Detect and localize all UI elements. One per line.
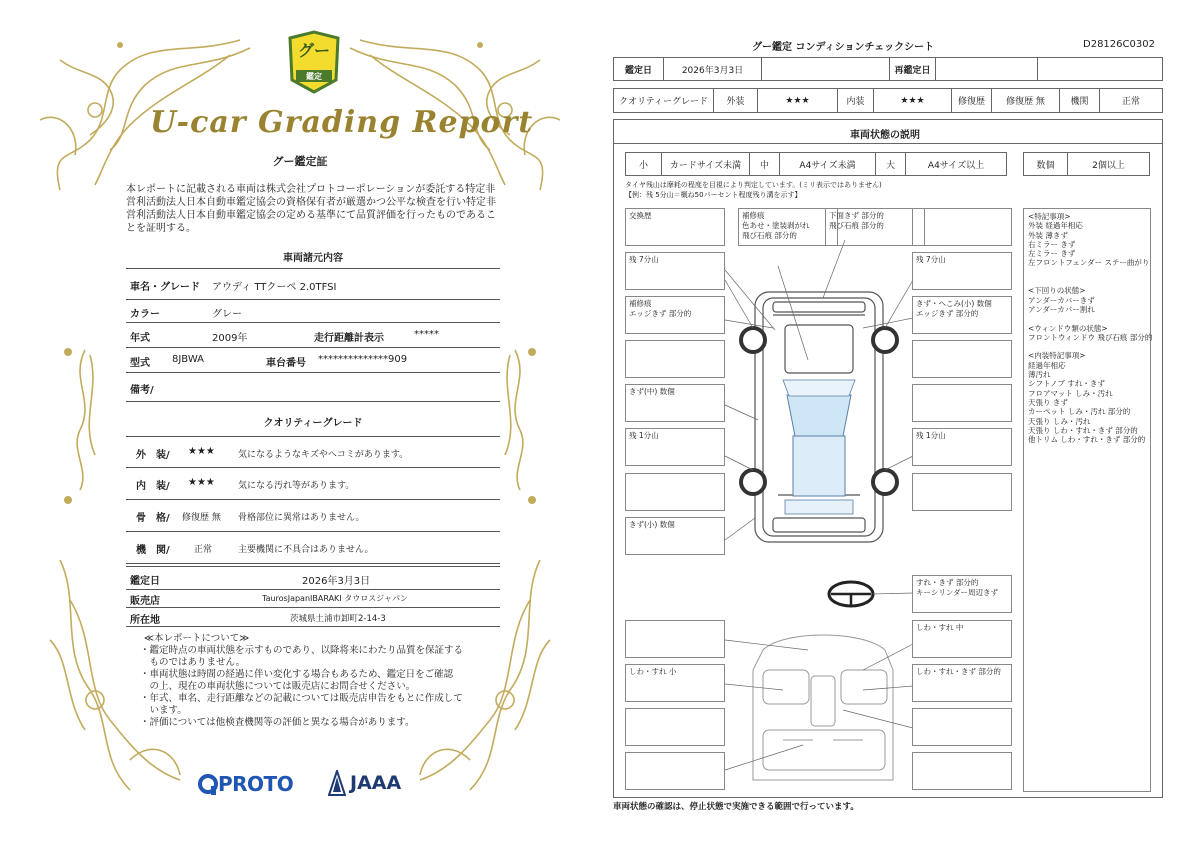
remarks-label: 備考/ — [130, 385, 154, 396]
remark-line: シフトノブ すれ・きず — [1028, 379, 1105, 389]
quality-grade-label: クオリティーグレード — [614, 89, 714, 112]
exterior-stars: ★★★ — [758, 89, 838, 112]
annotation-empty — [625, 473, 725, 511]
annotation-underbody: 下面きず 部分的 飛び石痕 部分的 — [825, 208, 925, 246]
annotation-tire-rear-right: 残 1分山 — [912, 428, 1012, 466]
repair-history-label: 修復歴 — [952, 89, 992, 112]
year-label: 年式 — [130, 333, 150, 344]
repair-history-value: 修復歴 無 — [992, 89, 1060, 112]
size-medium: 中 — [750, 153, 780, 175]
engine-label: 機 関/ — [136, 545, 170, 556]
annotation-empty — [912, 473, 1012, 511]
divider — [613, 143, 1163, 144]
chassis-value: **************909 — [318, 354, 408, 365]
note-line: います。 — [140, 705, 187, 716]
annotation-front-repair: 補修痕 色あせ・塗装剥がれ 飛び石痕 部分的 — [738, 208, 838, 246]
special-notes-panel — [1023, 208, 1151, 792]
empty-cell — [762, 58, 890, 80]
interior-label: 内装 — [838, 89, 874, 112]
exterior-stars: ★★★ — [188, 446, 215, 457]
remark-line: フロアマット しみ・汚れ — [1028, 388, 1113, 398]
color-label: カラー — [130, 309, 160, 320]
report-title: U-car Grading Report — [150, 105, 534, 140]
annotation-steering: すれ・きず 部分的 キーシリンダー周辺きず — [912, 575, 1012, 613]
tire-example: 【例：残 5分山＝概ね50パーセント程度残り溝を示す】 — [625, 191, 802, 199]
note-line: の上、現在の車両状態については販売店にお問合せください。 — [140, 681, 416, 692]
address-label: 所在地 — [130, 615, 160, 626]
engine-value: 正常 — [1121, 97, 1140, 107]
count-legend — [1023, 152, 1150, 176]
proto-logo: PROTO — [218, 772, 294, 796]
name-grade-label: 車名・グレード — [130, 282, 200, 293]
remark-line: 経過年相応 — [1028, 360, 1066, 370]
certification-statement: 本レポートに記載される車両は株式会社プロトコーポレーションが委託する特定非営利活動法人日本自動車鑑定協会の資格保有者が厳選かつ公平な検査を行い特定非営利活動法人日本自動車鑑定協会の定める基準にて品質評価を行ったものであることを証明する。 — [126, 184, 496, 234]
remark-line: カーペット しみ・汚れ 部分的 — [1028, 407, 1131, 417]
annotation-interior-left: しわ・すれ 小 — [625, 664, 725, 702]
goo-appraisal-badge — [286, 30, 342, 94]
annotation-replacement: 交換歴 — [625, 208, 725, 246]
size-large: 大 — [876, 153, 906, 175]
remark-line: <下回りの状態> — [1028, 286, 1086, 296]
annotation-empty — [912, 708, 1012, 746]
remarks-row — [126, 373, 500, 402]
annotation-tire-front-left: 残 7分山 — [625, 252, 725, 290]
remark-line — [1028, 277, 1146, 286]
tire-note: タイヤ残山は摩耗の程度を目視により判定しています。(ミリ表示ではありません) — [625, 181, 882, 189]
remark-line: 右ミラー きず — [1028, 239, 1076, 249]
address-row — [126, 608, 500, 627]
quality-grade-row — [613, 88, 1163, 113]
remark-line: フロントウィンドウ 飛び石痕 部分的 — [1028, 332, 1153, 342]
annotation-empty — [912, 384, 1012, 422]
model-value: 8JBWA — [172, 354, 204, 365]
remark-line: <特記事項> — [1028, 212, 1071, 221]
interior-label: 内 装/ — [136, 481, 170, 492]
proto-logo-icon — [198, 772, 218, 796]
annotation-interior-right: しわ・すれ・きず 部分的 — [912, 664, 1012, 702]
count-label: 数個 — [1024, 153, 1068, 175]
engine-label: 機関 — [1060, 89, 1100, 112]
annotation-empty — [912, 340, 1012, 378]
remark-line: <内装特記事項> — [1028, 351, 1086, 361]
exterior-label: 外 装/ — [136, 450, 170, 461]
engine-row — [126, 532, 500, 564]
color-value: グレー — [212, 309, 242, 320]
appraisal-date-label: 鑑定日 — [130, 576, 160, 587]
car-windows — [783, 380, 855, 514]
annotation-empty — [912, 208, 1012, 246]
date-row — [613, 57, 1163, 81]
notes-title: ≪本レポートについて≫ — [144, 633, 250, 644]
annotation-empty — [625, 340, 725, 378]
jaaa-logo: JAAA — [350, 772, 402, 794]
exterior-label: 外装 — [714, 89, 758, 112]
annotation-tire-front-right: 残 7分山 — [912, 252, 1012, 290]
appraisal-date-label: 鑑定日 — [614, 58, 664, 80]
damage-size-legend — [625, 152, 1007, 176]
document-id: D28126C0302 — [1083, 39, 1155, 50]
dealer-row — [126, 589, 500, 608]
address-value: 茨城県土浦市卸町2-14-3 — [290, 614, 386, 624]
annotation-tire-rear-left: 残 1分山 — [625, 428, 725, 466]
annotation-empty — [912, 752, 1012, 790]
remark-line: 天張り きず — [1028, 397, 1068, 407]
color-row — [126, 300, 500, 323]
interior-description: 気になる汚れ等があります。 — [238, 481, 355, 491]
frame-label: 骨 格/ — [136, 513, 170, 524]
size-small: 小 — [626, 153, 662, 175]
remark-line: 薄汚れ — [1028, 370, 1051, 380]
frame-row — [126, 500, 500, 532]
annotation-interior-front: しわ・すれ 中 — [912, 620, 1012, 658]
note-line: ・年式、車名、走行距離などの記載については販売店申告をもとに作成して — [140, 693, 463, 704]
exterior-row — [126, 437, 500, 468]
year-row — [126, 323, 500, 348]
size-small-desc: カードサイズ未満 — [662, 153, 750, 175]
exterior-description: 気になるようなキズやヘコミがあります。 — [238, 450, 409, 460]
interior-row — [126, 468, 500, 500]
size-large-desc: A4サイズ以上 — [927, 160, 985, 171]
note-line: ・評価については他検査機関等の評価と異なる場合があります。 — [140, 717, 415, 728]
interior-stars: ★★★ — [874, 89, 952, 112]
reinspection-date-label: 再鑑定日 — [890, 58, 936, 80]
report-subtitle: グー鑑定証 — [272, 155, 328, 168]
engine-value: 正常 — [194, 545, 213, 555]
remark-line: 他トリム しわ・すれ・きず 部分的 — [1028, 435, 1146, 445]
sheet-footer-note: 車両状態の確認は、停止状態で実施できる範囲で行っています。 — [613, 802, 859, 812]
size-medium-desc: A4サイズ未満 — [780, 153, 876, 175]
reinspection-date-value — [936, 58, 1038, 80]
jaaa-logo-icon — [328, 770, 346, 796]
appraisal-date-value: 2026年3月3日 — [664, 58, 762, 80]
engine-description: 主要機関に不具合はありません。 — [238, 545, 374, 555]
mileage-value: ***** — [414, 329, 439, 340]
annotation-right-front-damage: きず・へこみ(小) 数個 エッジきず 部分的 — [912, 296, 1012, 334]
sheet-title: グー鑑定 コンディションチェックシート — [752, 42, 935, 53]
dealer-value: TaurosJapanIBARAKI タウロスジャパン — [262, 594, 409, 603]
remark-line: 天張り しわ・すれ・きず 部分的 — [1028, 425, 1138, 435]
vehicle-spec-heading: 車両諸元内容 — [283, 253, 343, 264]
remark-line: <ウィンドウ類の状態> — [1028, 323, 1108, 333]
remark-line — [1028, 314, 1146, 323]
chassis-label: 車台番号 — [266, 358, 306, 369]
car-interior-view — [753, 635, 893, 780]
remark-line: アンダーカバー割れ — [1028, 304, 1095, 314]
remark-line: 外装 薄きず — [1028, 230, 1068, 240]
remark-line — [1028, 268, 1146, 277]
dealer-label: 販売店 — [130, 596, 160, 607]
annotation-left-front-repair: 補修痕 エッジきず 部分的 — [625, 296, 725, 334]
name-grade-value: アウディ TTクーペ 2.0TFSI — [212, 282, 337, 293]
annotation-empty — [625, 752, 725, 790]
frame-value: 修復歴 無 — [182, 513, 221, 523]
interior-stars: ★★★ — [188, 477, 215, 488]
appraisal-date-value: 2026年3月3日 — [302, 576, 371, 587]
note-line: ・車両状態は時間の経過に伴い変化する場合もあるため、鑑定日をご確認 — [140, 669, 454, 680]
model-label: 型式 — [130, 358, 150, 369]
badge-top-text: グー — [297, 41, 330, 60]
mileage-label: 走行距離計表示 — [314, 333, 384, 344]
model-row — [126, 348, 500, 373]
remark-line: 天張り しみ・汚れ — [1028, 416, 1091, 426]
remark-line: 左フロントフェンダー ステー曲がり — [1028, 258, 1150, 268]
remark-line: 左ミラー きず — [1028, 249, 1076, 259]
frame-description: 骨格部位に異常はありません。 — [238, 513, 365, 523]
remark-line: 外装 経過年相応 — [1028, 221, 1083, 231]
remark-line: アンダーカバーきず — [1028, 295, 1095, 305]
note-line: ・鑑定時点の車両状態を示すものであり、以降将来にわたり品質を保証する — [140, 645, 464, 656]
name-grade-row — [126, 269, 500, 300]
annotation-left-door-scratch: きず(中) 数個 — [625, 384, 725, 422]
report-notes — [140, 633, 500, 729]
appraisal-date-row — [126, 566, 500, 590]
quality-grade-heading: クオリティーグレード — [263, 418, 363, 429]
annotation-empty — [625, 708, 725, 746]
note-line: ものではありません。 — [140, 657, 246, 668]
count-desc: 2個以上 — [1092, 160, 1125, 171]
badge-bottom-text: 鑑定 — [306, 72, 322, 81]
steering-wheel-icon — [829, 582, 873, 606]
year-value: 2009年 — [212, 333, 248, 344]
annotation-empty — [625, 620, 725, 658]
condition-title: 車両状態の説明 — [850, 130, 920, 141]
annotation-rear-scratch: きず(小) 数個 — [625, 517, 725, 555]
